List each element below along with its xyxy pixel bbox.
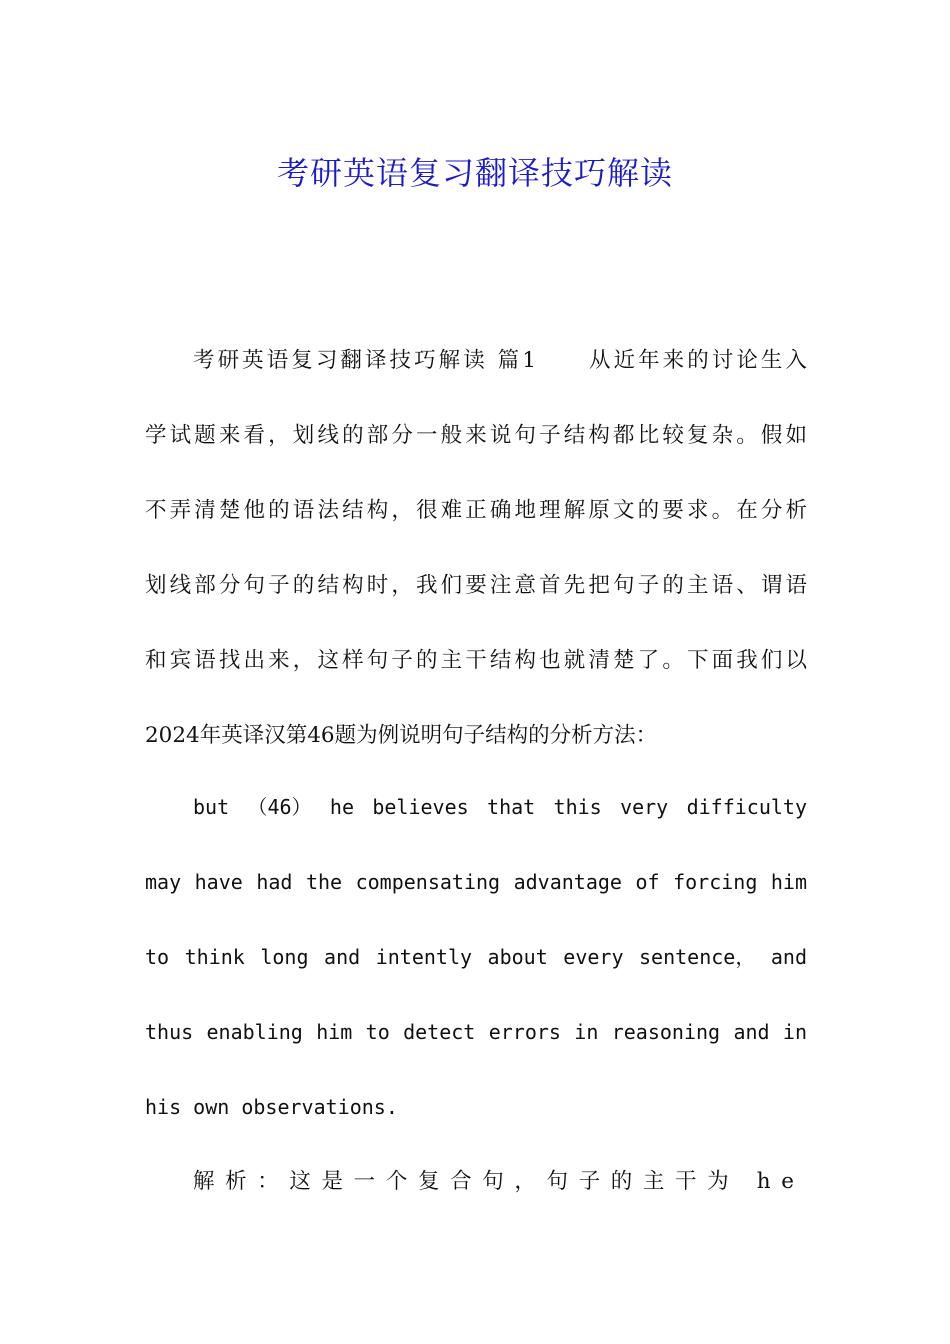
- paragraph-line: 划线部分句子的结构时，我们要注意首先把句子的主语、谓语: [145, 573, 811, 598]
- paragraph-line: thus enabling him to detect errors in reasoning and in: [145, 1020, 807, 1044]
- paragraph-line: to think long and intently about every sentence， and: [145, 945, 807, 969]
- paragraph-line: 学试题来看，划线的部分一般来说句子结构都比较复杂。假如: [145, 423, 811, 448]
- paragraph-line: may have had the compensating advantage of forcing him: [145, 870, 807, 894]
- paragraph-line: [145, 323, 811, 398]
- paragraph-line: but （46） he believes that this very difficulty: [193, 795, 807, 819]
- paragraph-english-example: [145, 770, 807, 1145]
- paragraph-line: 和宾语找出来，这样句子的主干结构也就清楚了。下面我们以: [145, 648, 811, 673]
- paragraph-text: 从近年来的讨论生入: [588, 348, 811, 373]
- paragraph-line: 不弄清楚他的语法结构，很难正确地理解原文的要求。在分析: [145, 498, 811, 523]
- paragraph-analysis: [145, 1144, 807, 1219]
- section-heading: 考研英语复习翻译技巧解读 篇1: [193, 348, 539, 373]
- paragraph-line: his own observations.: [145, 1095, 398, 1119]
- paragraph-line: 2024年英译汉第46题为例说明句子结构的分析方法：: [145, 723, 658, 748]
- paragraph-intro: [145, 323, 811, 773]
- paragraph-line: 解析：这是一个复合句，句子的主干为 he: [193, 1169, 805, 1194]
- document-title: 考研英语复习翻译技巧解读: [276, 154, 673, 193]
